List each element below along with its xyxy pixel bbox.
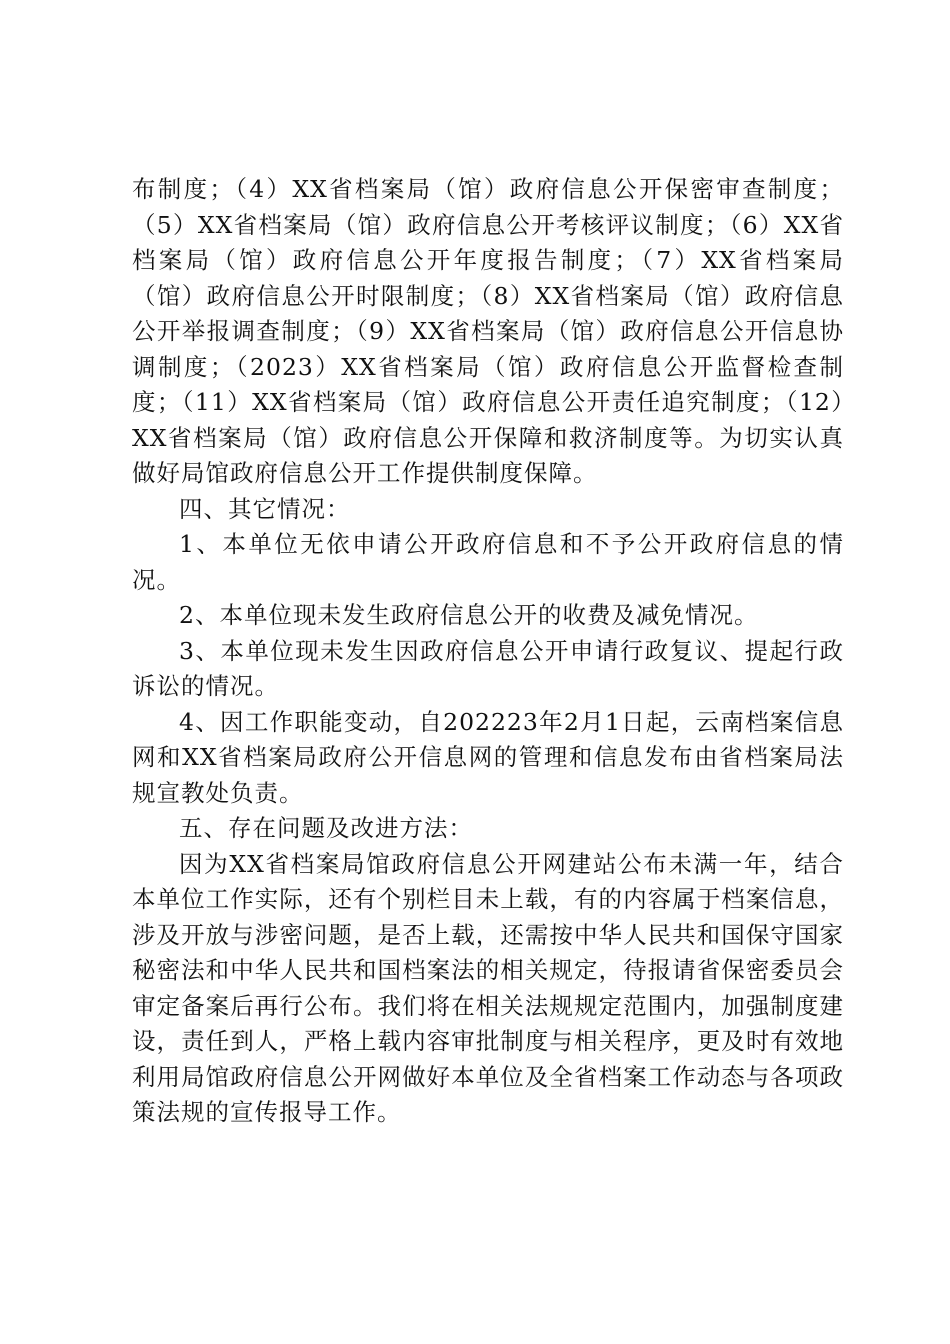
paragraph-item-4: 4、因工作职能变动，自202223年2月1日起，云南档案信息网和XX省档案局政府公开信息网的管理和信息发布由省档案局法规宣教处负责。	[132, 707, 844, 807]
paragraph-regulations-continued: 布制度；（4）XX省档案局（馆）政府信息公开保密审查制度；（5）XX省档案局（馆）政府信息公开考核评议制度；（6）XX省档案局（馆）政府信息公开年度报告制度；（7）XX省档案局（馆）政府信息公开时限制度；（8）XX省档案局（馆）政府信息公开举报调查制度；（9）XX省档案局（馆）政府信息公开信息协调制度；（2023）XX省档案局（馆）政府信息公开监督检查制度；（11）XX省档案局（馆）政府信息公开责任追究制度；（12）XX省档案局（馆）政府信息公开保障和救济制度等。为切实认真做好局馆政府信息公开工作提供制度保障。	[132, 175, 844, 487]
section-heading-other-situations: 四、其它情况：	[179, 494, 351, 523]
paragraph-problems-body: 因为XX省档案局馆政府信息公开网建站公布未满一年，结合本单位工作实际，还有个别栏目未上载，有的内容属于档案信息，涉及开放与涉密问题，是否上载，还需按中华人民共和国保守国家秘密法和中华人民共和国档案法的相关规定，待报请省保密委员会审定备案后再行公布。我们将在相关法规规定范围内，加强制度建设，责任到人，严格上载内容审批制度与相关程序，更及时有效地利用局馆政府信息公开网做好本单位及全省档案工作动态与各项政策法规的宣传报导工作。	[132, 849, 844, 1126]
section-heading-problems-improvements: 五、存在问题及改进方法：	[179, 814, 473, 842]
paragraph-item-2: 2、本单位现未发生政府信息公开的收费及减免情况。	[179, 601, 759, 629]
paragraph-item-3: 3、本单位现未发生因政府信息公开申请行政复议、提起行政诉讼的情况。	[132, 636, 844, 700]
paragraph-item-1: 1、本单位无依申请公开政府信息和不予公开政府信息的情况。	[132, 530, 844, 594]
document-body	[132, 172, 844, 1131]
